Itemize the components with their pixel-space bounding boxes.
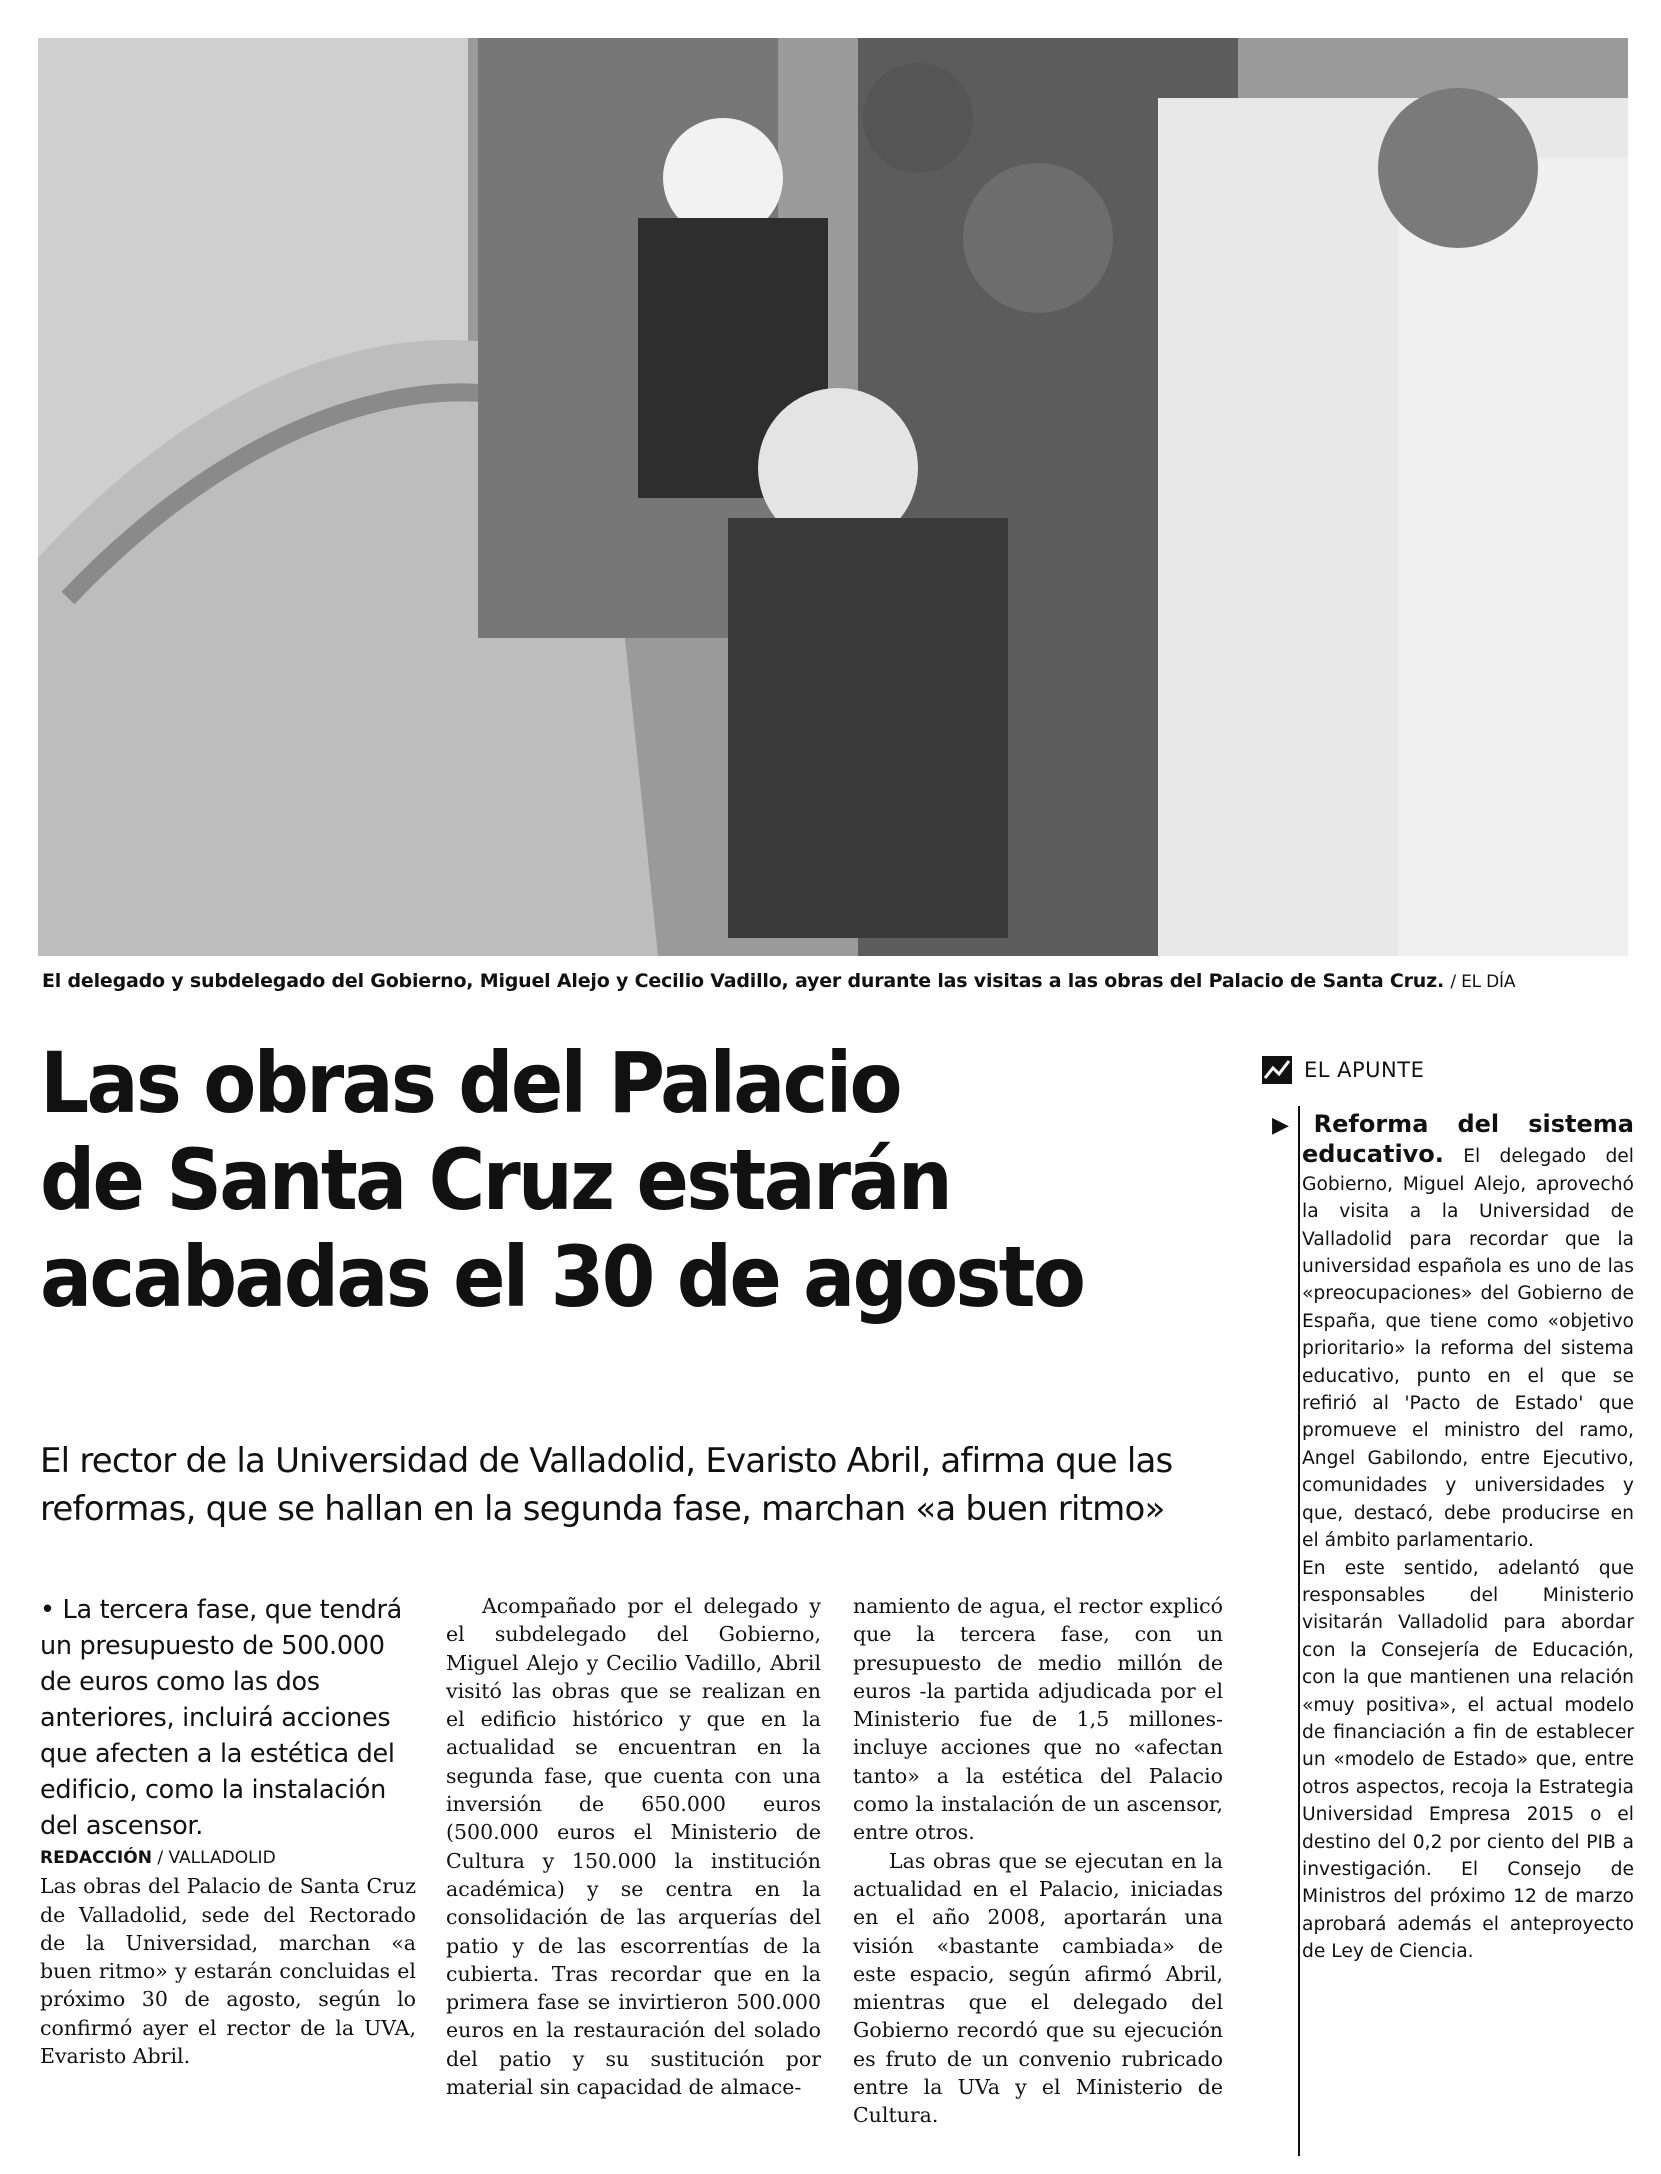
sidebar-paragraph-2: En este sentido, adelantó que responsables del Ministerio visitarán Valladolid para abordar con la Consejería de Educación, con la que mantienen una relación «muy positiva», el actual modelo de financiación a fin de establecer un «modelo de Estado» que, entre otros aspectos, recoja la Estrategia Universidad Empresa 2015 o el destino del 0,2 por ciento del PIB a investigación. El Consejo de Ministros del próximo 12 de marzo aprobará además el anteproyecto de Ley de Ciencia.: [1302, 1557, 1634, 1963]
body-paragraph-3: Las obras que se ejecutan en la actualidad en el Palacio, iniciadas en el año 2008, aportarán una visión «bastante cambiada» de este espacio, según afirmó Abril, mientras que el delegado del Gobierno recordó que su ejecución es fruto de un convenio rubricado entre la UVa y el Ministerio de Cultura.: [853, 1848, 1223, 2128]
sidebar-paragraph-1: El delegado del Gobierno, Miguel Alejo, aprovechó la visita a la Universidad de Valladolid para recordar que la universidad española es uno de las «preocupaciones» del Gobierno de España, que tiene como «objetivo prioritario» la reforma del sistema educativo, punto en el que se refirió al 'Pacto de Estado' que promueve el ministro del ramo, Angel Gabilondo, entre Ejecutivo, comunidades y universidades y que, destacó, debe producirse en el ámbito parlamentario.: [1302, 1146, 1634, 1552]
news-photo: [38, 38, 1628, 956]
body-paragraph-1: Las obras del Palacio de Santa Cruz de Valladolid, sede del Rectorado de la Universidad, marchan «a buen ritmo» y estarán concluidas el próximo 30 de agosto, según lo confirmó ayer el rector de la UVA, Evaristo Abril.: [40, 1874, 416, 2069]
article-column-3: [853, 1592, 1223, 2130]
photo-illustration: [38, 38, 1628, 956]
sidebar-body: [1272, 1110, 1634, 1966]
byline-author: REDACCIÓN: [40, 1848, 152, 1868]
body-paragraph-2-part-1: Acompañado por el delegado y el subdelegado del Gobierno, Miguel Alejo y Cecilio Vadillo, Abril visitó las obras que se realizan en el edificio histórico y que en la actualidad se encuentran en la segunda fase, que cuenta con una inversión de 650.000 euros (500.000 euros el Ministerio de Cultura y 150.000 la institución académica) y se centra en la consolidación de las arquerías del patio y de las escorrentías de la cubierta. Tras recordar que en la primera fase se invirtieron 500.000 euros en la restauración del solado del patio y su sustitución por material sin capacidad de almace-: [446, 1594, 821, 2100]
headline-line: de Santa Cruz estarán: [40, 1131, 951, 1229]
headline-line: acabadas el 30 de agosto: [40, 1228, 1084, 1326]
headline: [40, 1035, 1144, 1326]
body-paragraph-2-part-2: namiento de agua, el rector explicó que la tercera fase, con un presupuesto de medio millón de euros -la partida adjudicada por el Ministerio fue de 1,5 millones- incluye acciones que no «afectan tanto» a la estética del Palacio como la instalación de un ascensor, entre otros.: [853, 1594, 1223, 1845]
subhead-line: reformas, que se hallan en la segunda fase, marchan «a buen ritmo»: [40, 1489, 1165, 1529]
photo-caption: [42, 970, 1515, 992]
sidebar-section-label: EL APUNTE: [1304, 1058, 1425, 1082]
subhead-line: El rector de la Universidad de Valladolid, Evaristo Abril, afirma que las: [40, 1441, 1173, 1481]
arrow-right-icon: ▶: [1272, 1113, 1310, 1138]
byline-place: / VALLADOLID: [157, 1848, 276, 1868]
sidebar-el-apunte: [1262, 1050, 1634, 1963]
article-column-1: [40, 1592, 416, 2070]
photo-credit: / EL DÍA: [1450, 972, 1516, 992]
subheadline: [40, 1437, 1270, 1533]
trend-icon: [1262, 1056, 1292, 1084]
byline: [40, 1844, 416, 1872]
lede-summary: • La tercera fase, que tendrá un presupuesto de 500.000 de euros como las dos anteriores, incluirá acciones que afecten a la estética del edificio, como la instalación del ascensor.: [40, 1595, 402, 1841]
headline-line: Las obras del Palacio: [40, 1034, 900, 1132]
caption-text: El delegado y subdelegado del Gobierno, Miguel Alejo y Cecilio Vadillo, ayer durante las visitas a las obras del Palacio de Santa Cruz.: [42, 970, 1444, 992]
sidebar-lead: Reforma del sistema educativo.: [1302, 1110, 1634, 1169]
article-column-2: [446, 1592, 821, 2101]
sidebar-header: [1262, 1050, 1632, 1090]
